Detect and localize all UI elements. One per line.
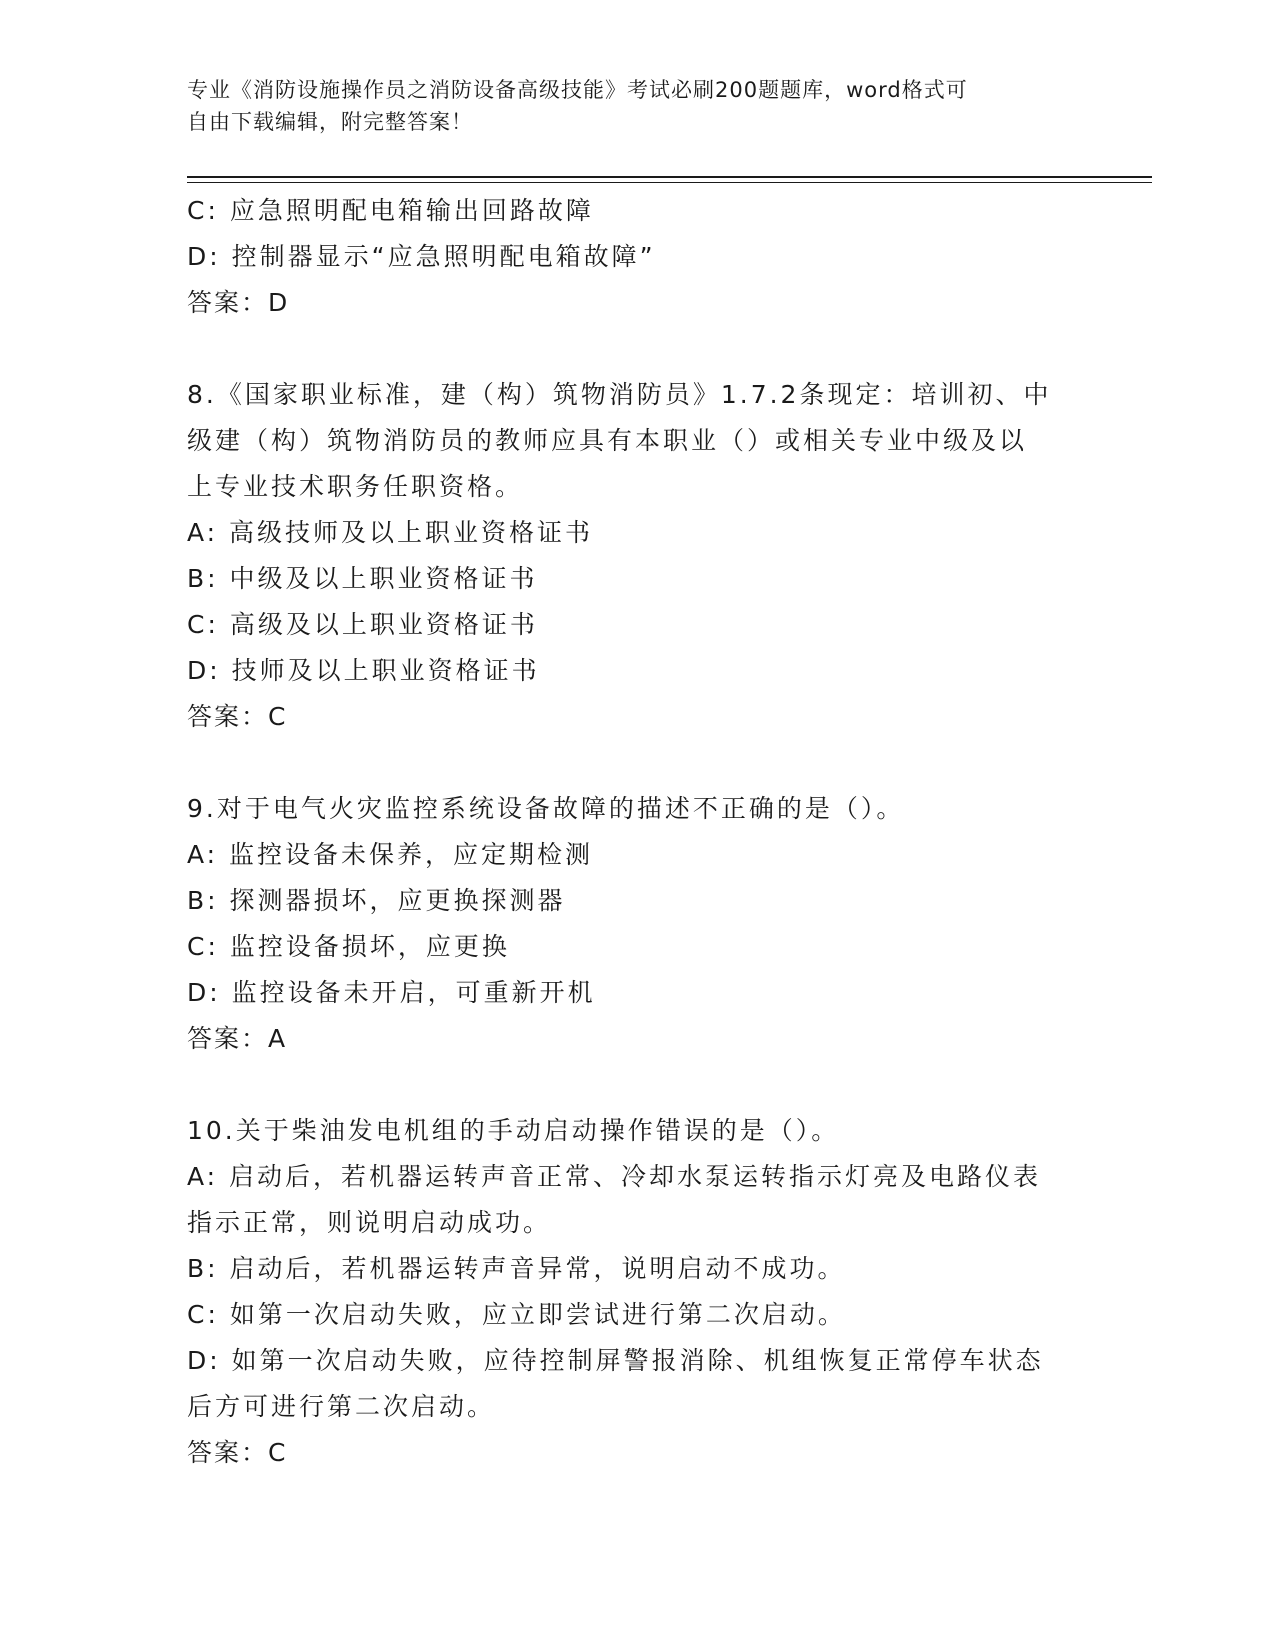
- option-a: A: 启动后，若机器运转声音正常、冷却水泵运转指示灯亮及电路仪表: [187, 1162, 1042, 1191]
- option-d: D: 如第一次启动失败，应待控制屏警报消除、机组恢复正常停车状态: [187, 1346, 1044, 1375]
- option-c: C: 如第一次启动失败，应立即尝试进行第二次启动。: [187, 1300, 846, 1329]
- answer-line: 答案：C: [187, 702, 288, 731]
- question-8: [187, 372, 1087, 740]
- option-d: D: 控制器显示“应急照明配电箱故障”: [187, 242, 656, 271]
- question-7-tail: [187, 188, 1087, 326]
- option-d: D: 技师及以上职业资格证书: [187, 656, 540, 685]
- header-rule-thick: [187, 176, 1152, 178]
- option-a-continued: 指示正常，则说明启动成功。: [187, 1208, 552, 1237]
- answer-line: 答案：A: [187, 1024, 288, 1053]
- option-b: B: 启动后，若机器运转声音异常，说明启动不成功。: [187, 1254, 846, 1283]
- question-text: 8.《国家职业标准，建（构）筑物消防员》1.7.2条现定：培训初、中: [187, 380, 1052, 409]
- question-list: [187, 188, 1087, 1476]
- option-c: C: 高级及以上职业资格证书: [187, 610, 538, 639]
- answer-line: 答案：D: [187, 288, 290, 317]
- header-line-2: 自由下载编辑，附完整答案！: [187, 110, 473, 134]
- answer-line: 答案：C: [187, 1438, 288, 1467]
- question-text: 9.对于电气火灾监控系统设备故障的描述不正确的是（）。: [187, 794, 905, 823]
- question-9: [187, 786, 1087, 1062]
- question-text: 级建（构）筑物消防员的教师应具有本职业（）或相关专业中级及以: [187, 426, 1028, 455]
- option-c: C: 应急照明配电箱输出回路故障: [187, 196, 594, 225]
- option-b: B: 中级及以上职业资格证书: [187, 564, 538, 593]
- question-text: 10.关于柴油发电机组的手动启动操作错误的是（）。: [187, 1116, 840, 1145]
- header-line-1: 专业《消防设施操作员之消防设备高级技能》考试必刷200题题库，word格式可: [187, 78, 968, 102]
- spacer: [187, 326, 1087, 372]
- option-c: C: 监控设备损坏，应更换: [187, 932, 510, 961]
- spacer: [187, 740, 1087, 786]
- document-header: [187, 74, 1087, 138]
- option-a: A: 监控设备未保养，应定期检测: [187, 840, 594, 869]
- option-b: B: 探测器损坏，应更换探测器: [187, 886, 566, 915]
- option-d: D: 监控设备未开启，可重新开机: [187, 978, 596, 1007]
- option-d-continued: 后方可进行第二次启动。: [187, 1392, 496, 1421]
- header-rule-thin: [187, 182, 1152, 183]
- question-text: 上专业技术职务任职资格。: [187, 472, 524, 501]
- question-10: [187, 1108, 1087, 1476]
- option-a: A: 高级技师及以上职业资格证书: [187, 518, 594, 547]
- spacer: [187, 1062, 1087, 1108]
